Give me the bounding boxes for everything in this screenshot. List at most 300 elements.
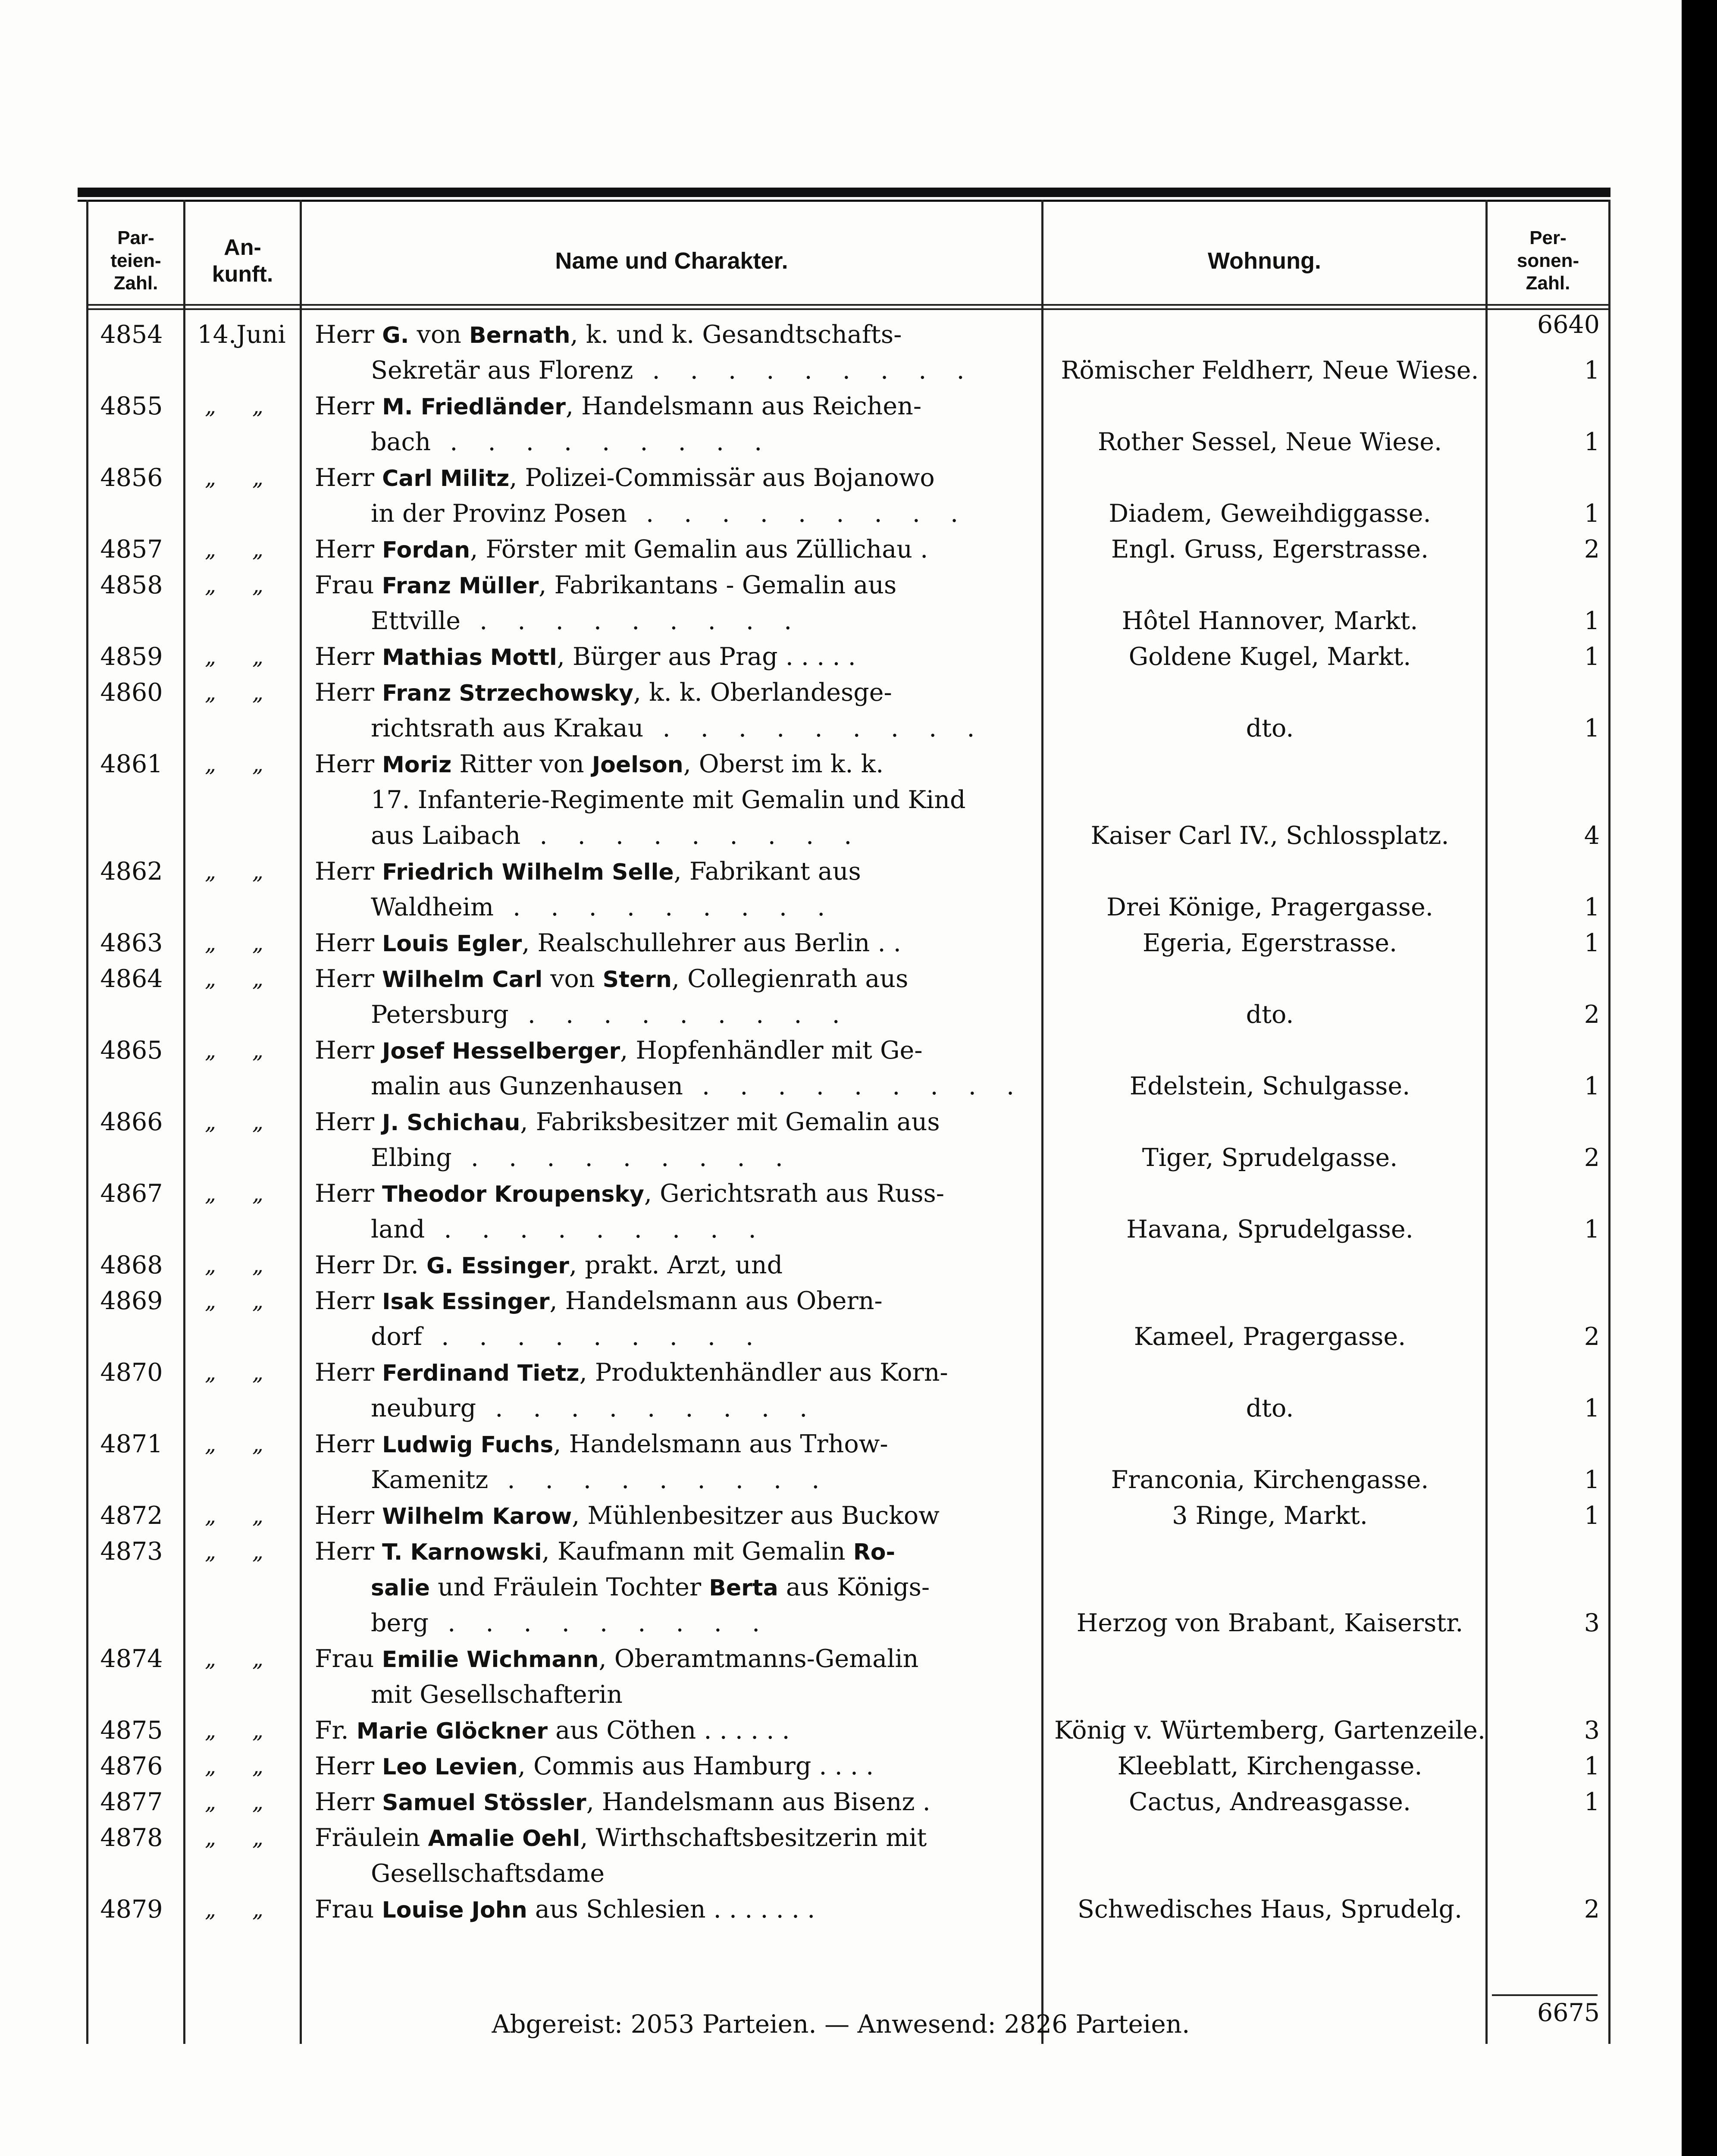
entry-continuation	[371, 1391, 818, 1426]
entry-description: , Gerichtsrath aus Russ-	[644, 1179, 945, 1208]
entry-line	[86, 1749, 1610, 1784]
arrival-date: „ „	[205, 1789, 278, 1814]
entry-name-line	[315, 925, 901, 962]
entry-continuation	[371, 1605, 771, 1641]
entry-line	[86, 961, 1610, 997]
arrival-date: „ „	[205, 1288, 278, 1313]
entry-surname: Louise John	[382, 1897, 527, 1923]
arrival-date: „ „	[205, 1432, 278, 1457]
leader-dots: . . . . . . . . .	[643, 714, 986, 743]
entry-continuation-text: Ettville	[371, 607, 461, 635]
entry-continuation-text: Waldheim	[371, 893, 494, 921]
entry-line	[86, 711, 1610, 746]
entry-name-line	[315, 1176, 944, 1213]
residence: Rother Sessel, Neue Wiese.	[1097, 428, 1442, 456]
entry-line	[86, 389, 1610, 424]
persons-count: 1	[1584, 1752, 1600, 1780]
arrival-date: „ „	[205, 1181, 278, 1206]
persons-count: 1	[1584, 929, 1600, 957]
entry-title: Herr	[315, 929, 374, 957]
persons-count: 3	[1584, 1609, 1600, 1637]
party-number: 4868	[100, 1251, 163, 1279]
residence: dto.	[1246, 1000, 1294, 1029]
entry-line	[86, 1784, 1610, 1820]
leader-dots: . . . . . . . . .	[422, 1322, 765, 1351]
entry-name-line	[315, 1749, 874, 1785]
party-number: 4858	[100, 571, 163, 599]
residence: Hôtel Hannover, Markt.	[1122, 607, 1418, 635]
residence: Tiger, Sprudelgasse.	[1142, 1144, 1398, 1172]
entry-continuation	[371, 997, 851, 1033]
party-number: 4857	[100, 535, 163, 564]
arrival-date: „ „	[205, 1646, 278, 1671]
entry-description: , Handelsmann aus Trhow-	[553, 1430, 888, 1458]
residence: Kleeblatt, Kirchengasse.	[1117, 1752, 1422, 1780]
entry-line	[86, 1677, 1610, 1713]
entry-name-line	[315, 1892, 815, 1928]
entry-title: Herr	[315, 1501, 374, 1530]
entry-line	[86, 1176, 1610, 1212]
entry-surname-2: Stern	[602, 967, 672, 993]
entry-line	[86, 639, 1610, 675]
entry-description: , Produktenhändler aus Korn-	[579, 1358, 948, 1387]
arrival-date: „ „	[205, 966, 278, 991]
entry-description: , prakt. Arzt, und	[569, 1251, 783, 1279]
entry-description: , Fabriksbesitzer mit Gemalin aus	[520, 1108, 940, 1136]
entry-continuation	[371, 1677, 623, 1713]
entry-continuation-text: und Fräulein Tochter	[438, 1573, 702, 1601]
entry-name-line	[315, 1534, 895, 1570]
entry-title: Herr	[315, 857, 374, 886]
entry-description: , Hopfenhändler mit Ge-	[620, 1036, 923, 1065]
entry-line	[86, 1570, 1610, 1605]
entry-description: , Handelsmann aus Bisenz .	[586, 1788, 931, 1816]
entry-line	[86, 496, 1610, 532]
persons-count: 2	[1584, 535, 1600, 564]
entry-surname: Ferdinand Tietz	[382, 1360, 580, 1386]
entry-continuation-text: land	[371, 1215, 425, 1244]
entry-name-line	[315, 1033, 922, 1069]
entry-line	[86, 1462, 1610, 1498]
header-arrival: An- kunft.	[212, 235, 273, 287]
party-number: 4866	[100, 1108, 163, 1136]
residence: Engl. Gruss, Egerstrasse.	[1111, 535, 1429, 564]
entry-description: , Realschullehrer aus Berlin . .	[522, 929, 901, 957]
entry-surname: Louis Egler	[382, 931, 522, 957]
entry-title: Herr	[315, 1430, 374, 1458]
entry-continuation-text: Petersburg	[371, 1000, 509, 1029]
entry-continuation	[371, 1319, 765, 1355]
entry-name-extra: Ro-	[853, 1539, 896, 1565]
persons-count: 1	[1584, 1215, 1600, 1244]
persons-count: 1	[1584, 642, 1600, 671]
entry-description: , k. und k. Gesandtschafts-	[570, 320, 902, 349]
entry-line	[86, 1498, 1610, 1534]
entry-surname-2: Bernath	[469, 323, 570, 348]
entry-continuation-text: aus Königs-	[786, 1573, 930, 1601]
party-number: 4855	[100, 392, 163, 420]
persons-count: 2	[1584, 1144, 1600, 1172]
entry-line	[86, 1319, 1610, 1355]
party-number: 4877	[100, 1788, 163, 1816]
entry-description: , Collegienrath aus	[671, 965, 909, 993]
entry-description: , Fabrikant aus	[674, 857, 861, 886]
entry-description: , Kaufmann mit Gemalin	[542, 1537, 846, 1566]
entry-name-extra: Berta	[709, 1575, 778, 1601]
entry-surname: Franz Müller	[382, 573, 539, 599]
entry-line	[86, 1605, 1610, 1641]
arrival-date: „ „	[205, 1038, 278, 1063]
residence: Havana, Sprudelgasse.	[1126, 1215, 1413, 1244]
entry-name-line	[315, 639, 856, 676]
present-label: Anwesend:	[857, 2009, 996, 2039]
entry-title: Herr	[315, 1358, 374, 1387]
entry-line	[86, 1140, 1610, 1176]
entry-continuation	[371, 890, 836, 925]
entry-continuation	[371, 1856, 605, 1892]
arrival-date: „ „	[205, 1503, 278, 1528]
party-number: 4879	[100, 1895, 163, 1924]
entry-title: Frau	[315, 1645, 374, 1673]
entry-line	[86, 532, 1610, 567]
persons-count: 1	[1584, 714, 1600, 743]
entry-continuation	[371, 711, 986, 746]
residence: Kameel, Pragergasse.	[1134, 1322, 1406, 1351]
entry-description: , Bürger aus Prag . . . . .	[557, 642, 856, 671]
leader-dots: . . . . . . . . .	[494, 893, 837, 921]
entry-description: , Förster mit Gemalin aus Züllichau .	[470, 535, 928, 564]
entry-title: Herr	[315, 750, 374, 778]
entry-title: Herr	[315, 1251, 374, 1279]
footer-summary	[0, 2009, 1682, 2039]
party-number: 4869	[100, 1287, 163, 1315]
entry-prefix: Dr.	[382, 1251, 419, 1279]
entry-description: , Handelsmann aus Obern-	[549, 1287, 883, 1315]
persons-count: 2	[1584, 1895, 1600, 1924]
entry-title: Herr	[315, 965, 374, 993]
residence: Franconia, Kirchengasse.	[1111, 1466, 1429, 1494]
party-number: 4854	[100, 320, 163, 349]
entry-surname: Isak Essinger	[382, 1289, 550, 1315]
entry-title: Fräulein	[315, 1824, 420, 1852]
entry-title: Herr	[315, 464, 374, 492]
entry-continuation-text: berg	[371, 1609, 429, 1637]
party-number: 4865	[100, 1036, 163, 1065]
residence: Egeria, Egerstrasse.	[1142, 929, 1397, 957]
entry-line	[86, 782, 1610, 818]
leader-dots: . . . . . . . . .	[633, 356, 976, 385]
residence: Edelstein, Schulgasse.	[1129, 1072, 1410, 1100]
residence: Schwedisches Haus, Sprudelg.	[1077, 1895, 1463, 1924]
residence: Herzog von Brabant, Kaiserstr.	[1076, 1609, 1463, 1637]
entry-title: Herr	[315, 535, 374, 564]
entry-line	[86, 997, 1610, 1033]
entry-name-line	[315, 1498, 940, 1535]
entry-line	[86, 746, 1610, 782]
entry-line	[86, 1534, 1610, 1570]
entry-surname: Carl Militz	[382, 466, 510, 492]
party-number: 4873	[100, 1537, 163, 1566]
residence: 3 Ringe, Markt.	[1172, 1501, 1368, 1530]
entry-name-line	[315, 567, 896, 604]
entry-line	[86, 854, 1610, 890]
entry-surname: J. Schichau	[382, 1110, 520, 1136]
entry-name-extra: salie	[371, 1575, 430, 1601]
entry-surname: Franz Strzechowsky	[382, 680, 633, 706]
entry-line	[86, 424, 1610, 460]
departed-label: Abgereist:	[492, 2009, 623, 2039]
entry-line	[86, 567, 1610, 603]
total-rule	[1492, 1994, 1598, 1996]
departed-value: 2053 Parteien. —	[630, 2009, 850, 2039]
party-number: 4867	[100, 1179, 163, 1208]
entry-line	[86, 1641, 1610, 1677]
residence: König v. Würtemberg, Gartenzeile.	[1054, 1716, 1485, 1745]
entry-continuation-text: richtsrath aus Krakau	[371, 714, 644, 743]
party-number: 4876	[100, 1752, 163, 1780]
entry-line	[86, 1247, 1610, 1283]
grand-total: 6675	[1537, 1999, 1600, 2027]
entry-continuation	[371, 1069, 1025, 1104]
entry-name-line	[315, 1283, 883, 1320]
arrival-date: „ „	[205, 752, 278, 777]
entry-description: , k. k. Oberlandesge-	[633, 678, 892, 707]
arrival-date: 14.Juni	[197, 320, 286, 349]
entry-name-line	[315, 961, 908, 998]
persons-count: 1	[1584, 356, 1600, 385]
entry-surname-2: Joelson	[592, 752, 683, 778]
header-residence: Wohnung.	[1208, 248, 1321, 274]
entry-surname: Moriz	[382, 752, 452, 778]
entry-title: Herr	[315, 320, 374, 349]
persons-count: 1	[1584, 893, 1600, 921]
arrival-date: „ „	[205, 1109, 278, 1134]
entry-name-line	[315, 1104, 940, 1141]
party-number: 4875	[100, 1716, 163, 1745]
entry-continuation-text: mit Gesellschafterin	[371, 1680, 623, 1709]
entry-description: , Handelsmann aus Reichen-	[565, 392, 922, 420]
entry-surname: Ludwig Fuchs	[382, 1432, 554, 1458]
table-frame	[86, 188, 1610, 2044]
entry-surname: M. Friedländer	[382, 394, 566, 420]
leader-dots: . . . . . . . . .	[520, 821, 863, 850]
entry-name-line	[315, 460, 935, 497]
arrival-date: „ „	[205, 931, 278, 956]
arrival-date: „ „	[205, 537, 278, 562]
top-rule	[78, 188, 1610, 197]
entry-line	[86, 1892, 1610, 1927]
party-number: 4872	[100, 1501, 163, 1530]
entry-line	[86, 1283, 1610, 1319]
entry-line	[86, 353, 1610, 389]
leader-dots: . . . . . . . . .	[488, 1466, 831, 1494]
leader-dots: . . . . . . . . .	[461, 607, 803, 635]
carry-over-total: 6640	[1537, 310, 1600, 339]
entry-description: , Oberst im k. k.	[683, 750, 884, 778]
residence: dto.	[1246, 714, 1294, 743]
entry-description: , Oberamtmanns-Gemalin	[598, 1645, 919, 1673]
entry-name-line	[315, 1641, 918, 1678]
party-number: 4870	[100, 1358, 163, 1387]
party-number: 4874	[100, 1645, 163, 1673]
entry-description: aus Schlesien . . . . . . .	[535, 1895, 815, 1924]
persons-count: 1	[1584, 499, 1600, 528]
entry-name-line	[315, 1820, 927, 1857]
entry-name-line	[315, 1426, 888, 1463]
party-number: 4860	[100, 678, 163, 707]
leader-dots: . . . . . . . . .	[428, 1609, 771, 1637]
entry-continuation	[371, 1140, 794, 1176]
residence: Drei Könige, Pragergasse.	[1106, 893, 1433, 921]
entry-surname: G. Essinger	[426, 1253, 569, 1279]
persons-count: 1	[1584, 607, 1600, 635]
arrival-date: „ „	[205, 1754, 278, 1779]
entry-title: Herr	[315, 1537, 374, 1566]
leader-dots: . . . . . . . . .	[508, 1000, 851, 1029]
entry-surname: Wilhelm Karow	[382, 1504, 572, 1529]
entry-description: , Mühlenbesitzer aus Buckow	[572, 1501, 940, 1530]
entry-continuation	[371, 782, 965, 818]
residence: dto.	[1246, 1394, 1294, 1423]
entry-name-line	[315, 532, 928, 568]
arrival-date: „ „	[205, 394, 278, 419]
entry-surname: Wilhelm Carl	[382, 967, 543, 993]
header-party-count: Par- teien- Zahl.	[110, 227, 161, 294]
leader-dots: . . . . . . . . .	[451, 1144, 794, 1172]
entry-description: aus Cöthen . . . . . .	[555, 1716, 790, 1745]
entry-continuation-text: dorf	[371, 1322, 423, 1351]
entry-line	[86, 460, 1610, 496]
entry-continuation	[371, 353, 976, 389]
entry-description: , Commis aus Hamburg . . . .	[517, 1752, 874, 1780]
header-rule	[86, 304, 1610, 306]
entry-surname: Mathias Mottl	[382, 645, 557, 671]
entry-line	[86, 1069, 1610, 1104]
entry-line	[86, 1355, 1610, 1391]
entry-continuation	[371, 424, 773, 460]
entry-line	[86, 1426, 1610, 1462]
entry-title: Herr	[315, 392, 374, 420]
entry-line	[86, 317, 1610, 353]
header-persons: Per- sonen- Zahl.	[1516, 227, 1579, 294]
entry-surname: Amalie Oehl	[428, 1826, 580, 1852]
entry-continuation-text: Kamenitz	[371, 1466, 489, 1494]
entry-title: Herr	[315, 1788, 374, 1816]
entry-name-line	[315, 317, 902, 354]
entry-continuation-text: malin aus Gunzenhausen	[371, 1072, 683, 1100]
residence: Römischer Feldherr, Neue Wiese.	[1061, 356, 1479, 385]
entry-continuation-text: aus Laibach	[371, 821, 521, 850]
leader-dots: . . . . . . . . .	[431, 428, 774, 456]
party-number: 4859	[100, 642, 163, 671]
entry-continuation	[371, 1462, 830, 1498]
residence: Kaiser Carl IV., Schlossplatz.	[1090, 821, 1449, 850]
arrival-date: „ „	[205, 1360, 278, 1385]
arrival-date: „ „	[205, 1718, 278, 1743]
entry-line	[86, 675, 1610, 711]
party-number: 4862	[100, 857, 163, 886]
leader-dots: . . . . . . . . .	[425, 1215, 768, 1244]
entry-title: Herr	[315, 642, 374, 671]
entry-continuation	[371, 1570, 930, 1606]
party-number: 4861	[100, 750, 163, 778]
leader-dots: . . . . . . . . .	[627, 499, 970, 528]
entry-continuation-text: Gesellschaftsdame	[371, 1859, 605, 1888]
leader-dots: . . . . . . . . .	[476, 1394, 819, 1423]
leader-dots: . . . . . . . . .	[683, 1072, 1026, 1100]
arrival-date: „ „	[205, 859, 278, 884]
entry-line	[86, 1212, 1610, 1247]
entry-surname: Theodor Kroupensky	[382, 1181, 644, 1207]
arrival-date: „ „	[205, 465, 278, 490]
entry-surname: Leo Levien	[382, 1754, 518, 1780]
header-rule	[86, 308, 1610, 310]
persons-count: 1	[1584, 1394, 1600, 1423]
persons-count: 1	[1584, 428, 1600, 456]
entry-line	[86, 818, 1610, 854]
entry-title: Herr	[315, 678, 374, 707]
persons-count: 1	[1584, 1788, 1600, 1816]
entry-name-line	[315, 746, 884, 783]
entry-name-line	[315, 1355, 948, 1391]
entry-name-line	[315, 675, 892, 711]
entry-title: Herr	[315, 1179, 374, 1208]
arrival-date: „ „	[205, 680, 278, 705]
residence: Diadem, Geweihdiggasse.	[1109, 499, 1431, 528]
party-number: 4871	[100, 1430, 163, 1458]
entry-name-line	[315, 389, 921, 425]
party-number: 4878	[100, 1824, 163, 1852]
entry-title: Herr	[315, 1108, 374, 1136]
entry-particle: Ritter von	[459, 750, 584, 778]
entry-continuation-text: Sekretär aus Florenz	[371, 356, 633, 385]
entry-continuation	[371, 496, 969, 532]
header-name: Name und Charakter.	[555, 248, 788, 274]
entry-surname: Josef Hesselberger	[382, 1038, 620, 1064]
entry-line	[86, 603, 1610, 639]
persons-count: 4	[1584, 821, 1600, 850]
persons-count: 1	[1584, 1466, 1600, 1494]
entry-title: Frau	[315, 571, 374, 599]
top-rule-thin	[78, 200, 1610, 202]
entry-title: Herr	[315, 1752, 374, 1780]
entry-description: , Wirthschaftsbesitzerin mit	[580, 1824, 927, 1852]
entry-continuation-text: 17. Infanterie-Regimente mit Gemalin und Kind	[371, 786, 966, 814]
entry-continuation	[371, 603, 803, 639]
entry-line	[86, 1713, 1610, 1749]
entry-surname: Samuel Stössler	[382, 1790, 586, 1816]
entry-surname: Emilie Wichmann	[382, 1647, 599, 1673]
entry-continuation	[371, 1212, 768, 1247]
residence: Cactus, Andreasgasse.	[1128, 1788, 1411, 1816]
arrival-date: „ „	[205, 1253, 278, 1278]
entry-title: Fr.	[315, 1716, 349, 1745]
entry-particle: von	[550, 965, 595, 993]
arrival-date: „ „	[205, 1825, 278, 1850]
entry-name-line	[315, 854, 861, 890]
persons-count: 2	[1584, 1000, 1600, 1029]
entry-title: Herr	[315, 1036, 374, 1065]
entry-line	[86, 1856, 1610, 1892]
entry-title: Frau	[315, 1895, 374, 1924]
entry-line	[86, 925, 1610, 961]
arrival-date: „ „	[205, 644, 278, 669]
residence: Goldene Kugel, Markt.	[1128, 642, 1411, 671]
arrival-date: „ „	[205, 573, 278, 598]
entry-continuation-text: neuburg	[371, 1394, 476, 1423]
entry-line	[86, 1033, 1610, 1069]
entry-surname: Marie Glöckner	[356, 1718, 548, 1744]
